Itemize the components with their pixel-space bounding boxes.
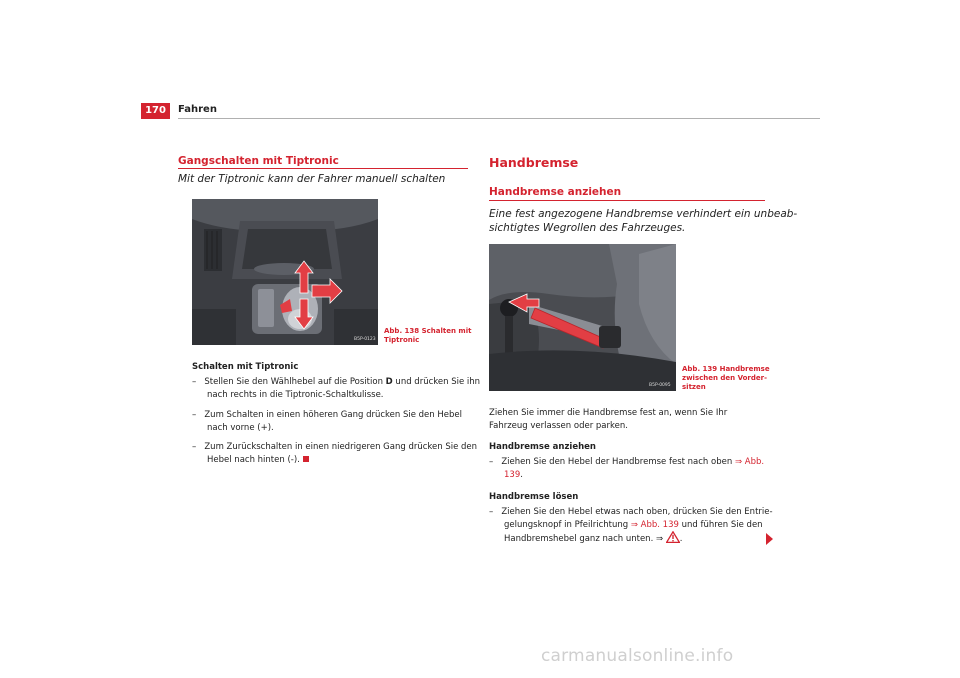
figure-code: B5P-0123 (354, 337, 376, 342)
page-number: 170 (141, 103, 170, 119)
figure-caption: Abb. 139 Handbremse zwischen den Vorder- sitzen (682, 365, 770, 391)
figure-code: B5P-0095 (649, 383, 671, 388)
step-item: – Ziehen Sie den Hebel der Handbremse fest nach oben ⇒ Abb. 139. (489, 457, 765, 480)
section-intro: Mit der Tiptronic kann der Fahrer manuell schalten (178, 173, 446, 185)
section-intro: Eine fest angezogene Handbremse verhindert ein unbeab- sichtigtes Wegrollen des Fahrzeuges. (489, 208, 798, 234)
sub-heading-anziehen: Handbremse anziehen (489, 442, 596, 452)
heading-rule (178, 168, 468, 169)
figure-handbrake-image (489, 244, 676, 391)
header-divider (178, 118, 820, 119)
section-heading-tiptronic: Gangschalten mit Tiptronic (178, 155, 339, 167)
step-item: – Stellen Sie den Wählhebel auf die Position D und drücken Sie ihn nach rechts in die Tiptronic-Schaltkulisse. (192, 377, 481, 400)
step-item: – Ziehen Sie den Hebel etwas nach oben, drücken Sie den Entrie-gelungsknopf in Pfeilrichtung ⇒ Abb. 139 und führen Sie den Handbremshebel ganz nach unten. ⇒ . (489, 507, 773, 544)
next-page-arrow-icon[interactable] (766, 533, 773, 545)
figure-tiptronic-image (192, 199, 378, 345)
end-of-section-mark (303, 456, 309, 462)
watermark: carmanualsonline.info (541, 646, 734, 666)
figure-caption: Abb. 138 Schalten mit Tiptronic (384, 327, 472, 344)
warning-icon[interactable] (666, 531, 680, 543)
sub-heading-loesen: Handbremse lösen (489, 492, 579, 502)
chapter-heading-handbremse: Handbremse (489, 155, 579, 170)
sub-heading-tiptronic: Schalten mit Tiptronic (192, 362, 299, 372)
section-heading-handbremse: Handbremse anziehen (489, 186, 622, 198)
step-item: – Zum Zurückschalten in einen niedrigeren Gang drücken Sie den Hebel nach hinten (-). (192, 442, 478, 465)
paragraph: Ziehen Sie immer die Handbremse fest an, wenn Sie Ihr Fahrzeug verlassen oder parken. (489, 408, 728, 431)
figure-link[interactable]: ⇒ Abb. 139 (504, 457, 765, 480)
heading-rule (489, 200, 765, 201)
figure-link[interactable]: ⇒ Abb. 139 (630, 519, 679, 530)
step-item: – Zum Schalten in einen höheren Gang drücken Sie den Hebel nach vorne (+). (192, 410, 462, 433)
chapter-title: Fahren (178, 104, 217, 115)
